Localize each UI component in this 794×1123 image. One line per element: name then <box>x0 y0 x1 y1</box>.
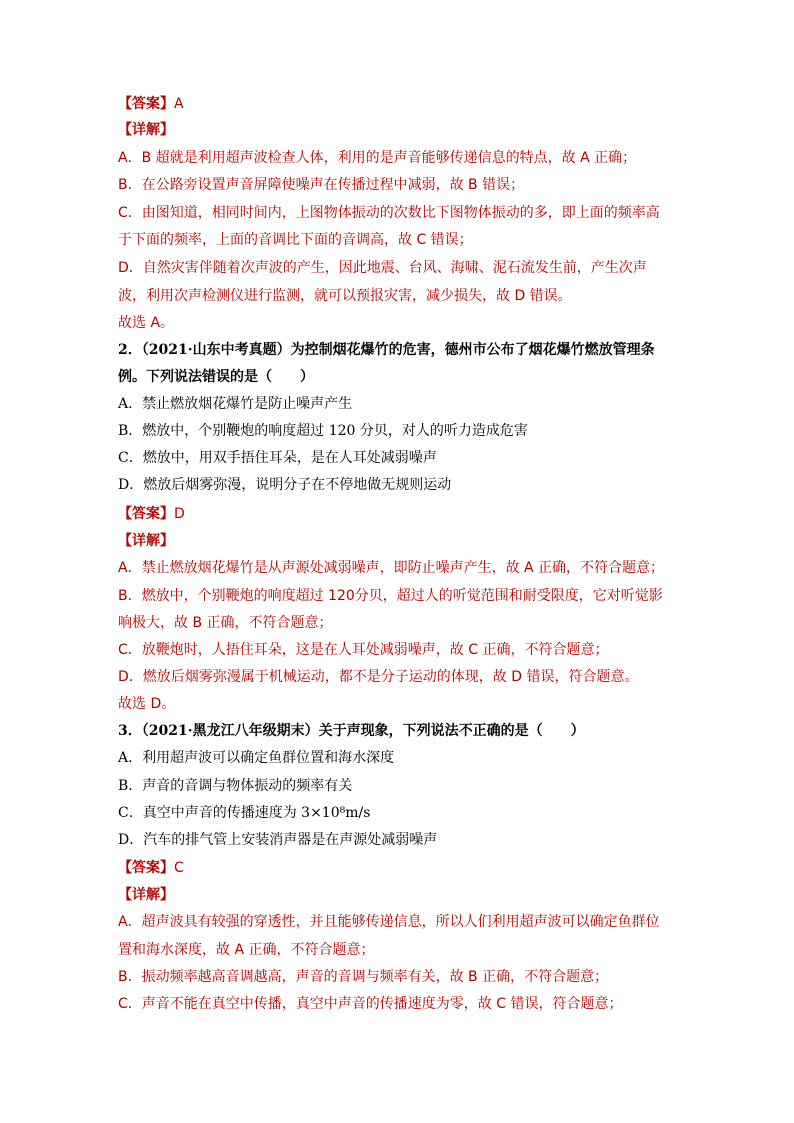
q2-stem-line: 2．（2021·山东中考真题）为控制烟花爆竹的危害，德州市公布了烟花爆竹燃放管理条 <box>118 342 655 358</box>
q2-option-b: B．燃放中，个别鞭炮的响度超过 120 分贝，对人的听力造成危害 <box>118 423 528 439</box>
q1-detail-line: C．由图知道，相同时间内，上图物体振动的次数比下图物体振动的多，即上面的频率高 <box>118 205 660 221</box>
answer-value: C <box>174 860 184 876</box>
q2-detail-line: B．燃放中，个别鞭炮的响度超过 120分贝，超过人的听觉范围和耐受限度，它对听觉影 <box>118 588 663 604</box>
q3-option-d: D．汽车的排气管上安装消声器是在声源处减弱噪声 <box>118 832 438 848</box>
q2-conclusion: 故选 D。 <box>118 696 176 712</box>
detail-label: 【详解】 <box>118 122 174 138</box>
q1-detail-line: A．B 超就是利用超声波检查人体，利用的是声音能够传递信息的特点，故 A 正确； <box>118 150 637 166</box>
q3-detail-label <box>118 885 174 905</box>
q1-detail-line: D．自然灾害伴随着次声波的产生，因此地震、台风、海啸、泥石流发生前，产生次声 <box>118 260 647 276</box>
q3-option-b: B．声音的音调与物体振动的频率有关 <box>118 778 353 794</box>
q3-option-c: C．真空中声音的传播速度为 3×10⁸m/s <box>118 805 371 821</box>
q2-detail-line: A．禁止燃放烟花爆竹是从声源处减弱噪声，即防止噪声产生，故 A 正确，不符合题意； <box>118 560 665 576</box>
detail-label: 【详解】 <box>118 887 174 903</box>
q1-detail-line: 于下面的频率，上面的音调比下面的音调高，故 C 错误； <box>118 232 473 248</box>
answer-label: 【答案】 <box>118 506 174 522</box>
q3-option-a: A．利用超声波可以确定鱼群位置和海水深度 <box>118 750 395 766</box>
q1-detail-label <box>118 120 174 140</box>
detail-label: 【详解】 <box>118 533 174 549</box>
q2-answer-line <box>118 504 185 524</box>
q3-detail-line: C．声音不能在真空中传播，真空中声音的传播速度为零，故 C 错误，符合题意； <box>118 996 623 1012</box>
answer-value: A <box>174 96 184 112</box>
q2-option-d: D．燃放后烟雾弥漫，说明分子在不停地做无规则运动 <box>118 477 452 493</box>
q1-conclusion: 故选 A。 <box>118 315 175 331</box>
q2-stem-line: 例。下列说法错误的是（ ） <box>118 369 314 385</box>
q1-detail-line: 波，利用次声检测仪进行监测，就可以预报灾害，减少损失，故 D 错误。 <box>118 288 572 304</box>
q3-stem-line: 3．（2021·黑龙江八年级期末）关于声现象，下列说法不正确的是（ ） <box>118 723 585 739</box>
answer-label: 【答案】 <box>118 860 174 876</box>
q3-detail-line: B．振动频率越高音调越高，声音的音调与频率有关，故 B 正确，不符合题意； <box>118 969 609 985</box>
q1-detail-line: B．在公路旁设置声音屏障使噪声在传播过程中减弱，故 B 错误； <box>118 177 525 193</box>
answer-value: D <box>174 506 185 522</box>
q2-detail-line: C．放鞭炮时，人捂住耳朵，这是在人耳处减弱噪声，故 C 正确，不符合题意； <box>118 642 609 658</box>
q2-detail-line: D．燃放后烟雾弥漫属于机械运动，都不是分子运动的体现，故 D 错误，符合题意。 <box>118 669 639 685</box>
q3-detail-line: A．超声波具有较强的穿透性，并且能够传递信息，所以人们利用超声波可以确定鱼群位 <box>118 914 660 930</box>
q3-detail-line: 置和海水深度，故 A 正确，不符合题意； <box>118 942 375 958</box>
answer-label: 【答案】 <box>118 96 174 112</box>
q2-detail-label <box>118 531 174 551</box>
q1-answer-line <box>118 94 184 114</box>
q2-option-a: A．禁止燃放烟花爆竹是防止噪声产生 <box>118 396 353 412</box>
q3-answer-line <box>118 858 184 878</box>
q2-option-c: C．燃放中，用双手捂住耳朵，是在人耳处减弱噪声 <box>118 450 437 466</box>
q2-detail-line: 响极大，故 B 正确，不符合题意； <box>118 615 333 631</box>
